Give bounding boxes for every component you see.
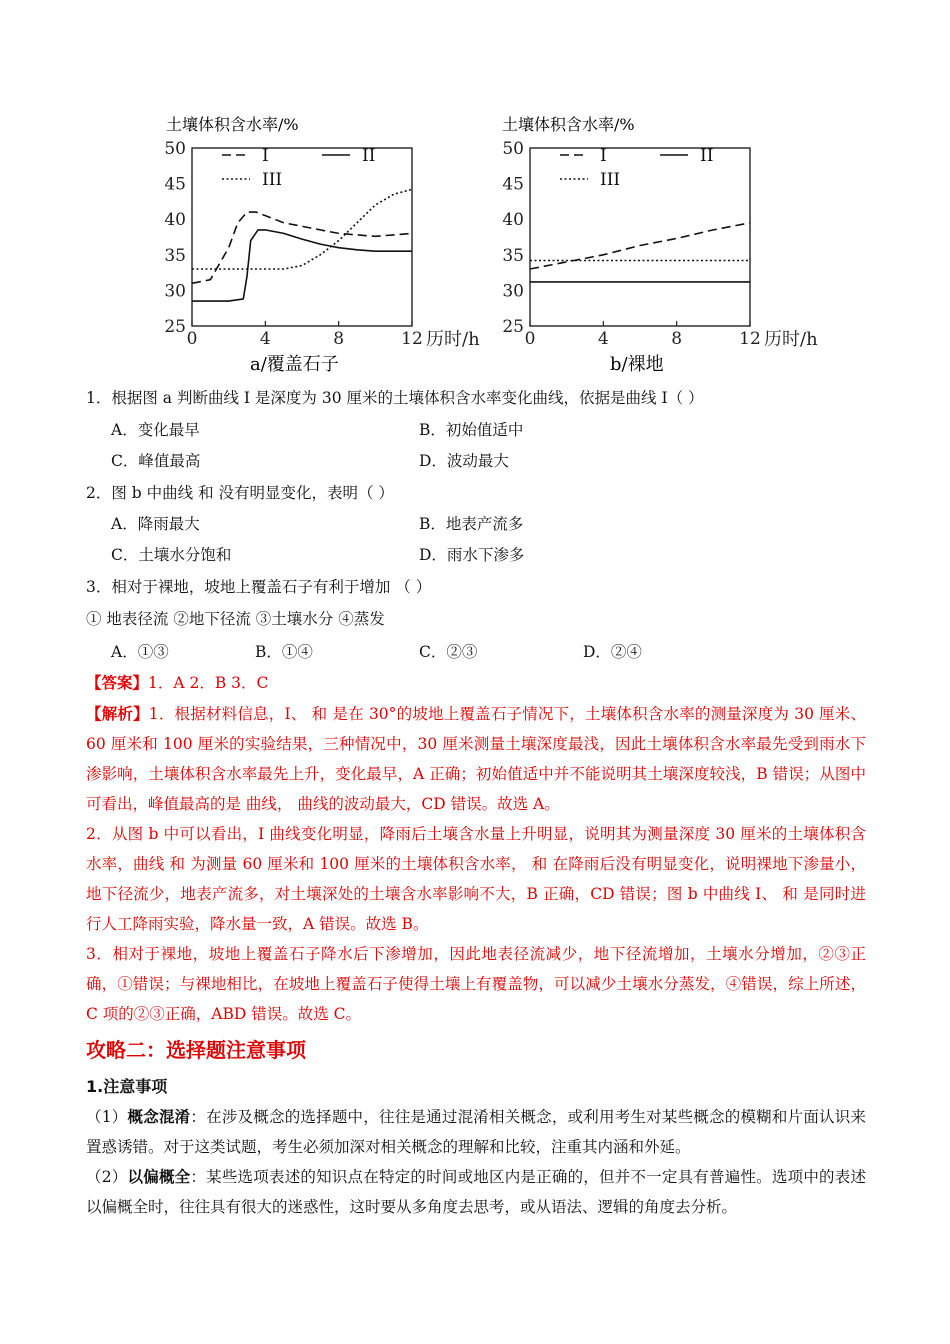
q2-option-c: C．土壤水分饱和 [111, 546, 232, 564]
answer-line [86, 673, 268, 693]
q3-option-c: C．②③ [419, 643, 478, 661]
note-item-2 [86, 1162, 866, 1222]
q1-option-d: D．波动最大 [419, 452, 509, 470]
section-subtitle: 1.注意事项 [86, 1077, 168, 1096]
note-2-label: 以偏概全 [127, 1167, 191, 1186]
chart-a-ytick-label: 30 [164, 281, 186, 302]
chart-b-ytick-label: 25 [502, 317, 524, 337]
chart-b-ytick-label: 30 [502, 281, 524, 302]
chart-b-axes [502, 139, 818, 350]
chart-b-legend [560, 146, 713, 190]
chart-b-series [530, 223, 750, 282]
chart-a-series [192, 189, 412, 301]
chart-a-legend [222, 146, 375, 190]
analysis-p1-text: 1．根据材料信息，I、 和 是在 30°的坡地上覆盖石子情况下，土壤体积含水率的测量深度为 30 厘米、60 厘米和 100 厘米的实验结果，三种情况中，30 厘米测量土壤深度最浅，因此土壤体积含水率最先受到雨水下渗影响，土壤体积含水率最先上升，变化最早，A 正确；初始值适中并不能说明其土壤深度较浅，B 错误；从图中可看出，峰值最高的是 曲线， 曲线的波动最大，CD 错误。故选 A。 [86, 705, 866, 813]
q1-option-c: C．峰值最高 [111, 452, 201, 470]
chart-b-frame [530, 148, 750, 326]
analysis-paragraph-1 [86, 699, 866, 819]
analysis-label: 【解析】 [86, 704, 149, 723]
chart-b-xlabel: 历时/h [764, 329, 818, 350]
chart-b-xtick-label: 8 [671, 329, 683, 349]
chart-b-legend-label: II [700, 146, 714, 166]
chart-a-xtick-label: 0 [186, 329, 198, 349]
chart-a-frame [192, 148, 412, 326]
chart-b-ytick-label: 50 [502, 139, 524, 159]
q3-option-d: D．②④ [583, 643, 642, 661]
chart-b-xtick-label: 0 [524, 329, 536, 349]
analysis-paragraph-3: 3．相对于裸地，坡地上覆盖石子降水后下渗增加，因此地表径流减少，地下径流增加，土壤水分增加，②③正确，①错误；与裸地相比，在坡地上覆盖石子使得土壤上有覆盖物，可以减少土壤水分蒸发，④错误，综上所述，C 项的②③正确，ABD 错误。故选 C。 [86, 945, 866, 1023]
q3-option-b: B．①④ [255, 643, 313, 661]
answer-text: 1．A 2．B 3．C [148, 674, 269, 692]
note-2-num: （2） [86, 1168, 128, 1186]
chart-b-legend-label: III [600, 170, 621, 190]
chart-a-legend-label: I [262, 146, 269, 166]
chart-b-series-I [530, 223, 750, 269]
chart-b-bare-land [488, 108, 833, 378]
analysis-paragraph-2: 2．从图 b 中可以看出，I 曲线变化明显，降雨后土壤含水量上升明显，说明其为测量深度 30 厘米的土壤体积含水率，曲线 和 为测量 60 厘米和 100 厘米的土壤体积含水率， 和 在降雨后没有明显变化，说明裸地下渗量小，地下径流少，地表产流多，对土壤深处的土壤含水率影响不大，B 正确，CD 错误；图 b 中曲线 I、 和 是同时进行人工降雨实验，降水量一致，A 错误。故选 B。 [86, 825, 866, 933]
chart-b-ylabel: 土壤体积含水率/% [502, 115, 635, 134]
chart-a-legend-label: III [262, 170, 283, 190]
chart-a-legend-label: II [362, 146, 376, 166]
chart-a-series-I [192, 212, 412, 283]
note-2-text: ：某些选项表述的知识点在特定的时间或地区内是正确的，但并不一定具有普遍性。选项中的表述以偏概全时，往往具有很大的迷惑性，这时要从多角度去思考，或从语法、逻辑的角度去分析。 [86, 1168, 866, 1216]
q2-option-d: D．雨水下渗多 [419, 546, 525, 564]
section-title: 攻略二：选择题注意事项 [86, 1038, 306, 1062]
note-item-1 [86, 1102, 866, 1162]
chart-a-title: a/覆盖石子 [250, 354, 339, 375]
chart-a-series-III [192, 189, 412, 269]
chart-a-xtick-label: 8 [333, 329, 345, 349]
chart-b-ytick-label: 35 [502, 245, 524, 266]
chart-a-ytick-label: 45 [164, 174, 186, 195]
chart-b-xtick-label: 12 [739, 329, 761, 349]
note-1-num: （1） [86, 1108, 128, 1126]
chart-a-series-II [192, 230, 412, 301]
question-2-stem: 2．图 b 中曲线 和 没有明显变化，表明（ ） [86, 484, 394, 502]
note-1-text: ：在涉及概念的选择题中，往往是通过混淆相关概念，或利用考生对某些概念的模糊和片面认识来置惑诱错。对于这类试题，考生必须加深对相关概念的理解和比较，注重其内涵和外延。 [86, 1108, 866, 1156]
chart-a-xtick-label: 4 [259, 329, 271, 349]
q3-items: ① 地表径流 ②地下径流 ③土壤水分 ④蒸发 [86, 610, 385, 628]
question-1-stem: 1．根据图 a 判断曲线 I 是深度为 30 厘米的土壤体积含水率变化曲线，依据是曲线 I（ ） [86, 389, 704, 407]
chart-b-title: b/裸地 [610, 354, 664, 375]
q2-option-b: B．地表产流多 [419, 515, 524, 533]
chart-a-xtick-label: 12 [401, 329, 423, 349]
chart-a-ytick-label: 25 [164, 317, 186, 337]
chart-a-cover-stones [150, 108, 495, 378]
note-1-label: 概念混淆 [127, 1107, 191, 1126]
chart-a-xlabel: 历时/h [426, 329, 480, 350]
question-3-stem: 3．相对于裸地，坡地上覆盖石子有利于增加 （ ） [86, 578, 432, 596]
chart-a-ytick-label: 40 [164, 210, 186, 231]
chart-b-ytick-label: 40 [502, 210, 524, 231]
q1-option-a: A．变化最早 [111, 421, 200, 439]
q2-option-a: A．降雨最大 [111, 515, 200, 533]
chart-a-ytick-label: 50 [164, 139, 186, 159]
answer-label: 【答案】 [86, 673, 149, 692]
chart-a-ylabel: 土壤体积含水率/% [166, 115, 299, 134]
chart-b-legend-label: I [600, 146, 607, 166]
q1-option-b: B．初始值适中 [419, 421, 524, 439]
chart-b-xtick-label: 4 [597, 329, 609, 349]
chart-a-ytick-label: 35 [164, 245, 186, 266]
chart-b-ytick-label: 45 [502, 174, 524, 195]
q3-option-a: A．①③ [111, 643, 169, 661]
